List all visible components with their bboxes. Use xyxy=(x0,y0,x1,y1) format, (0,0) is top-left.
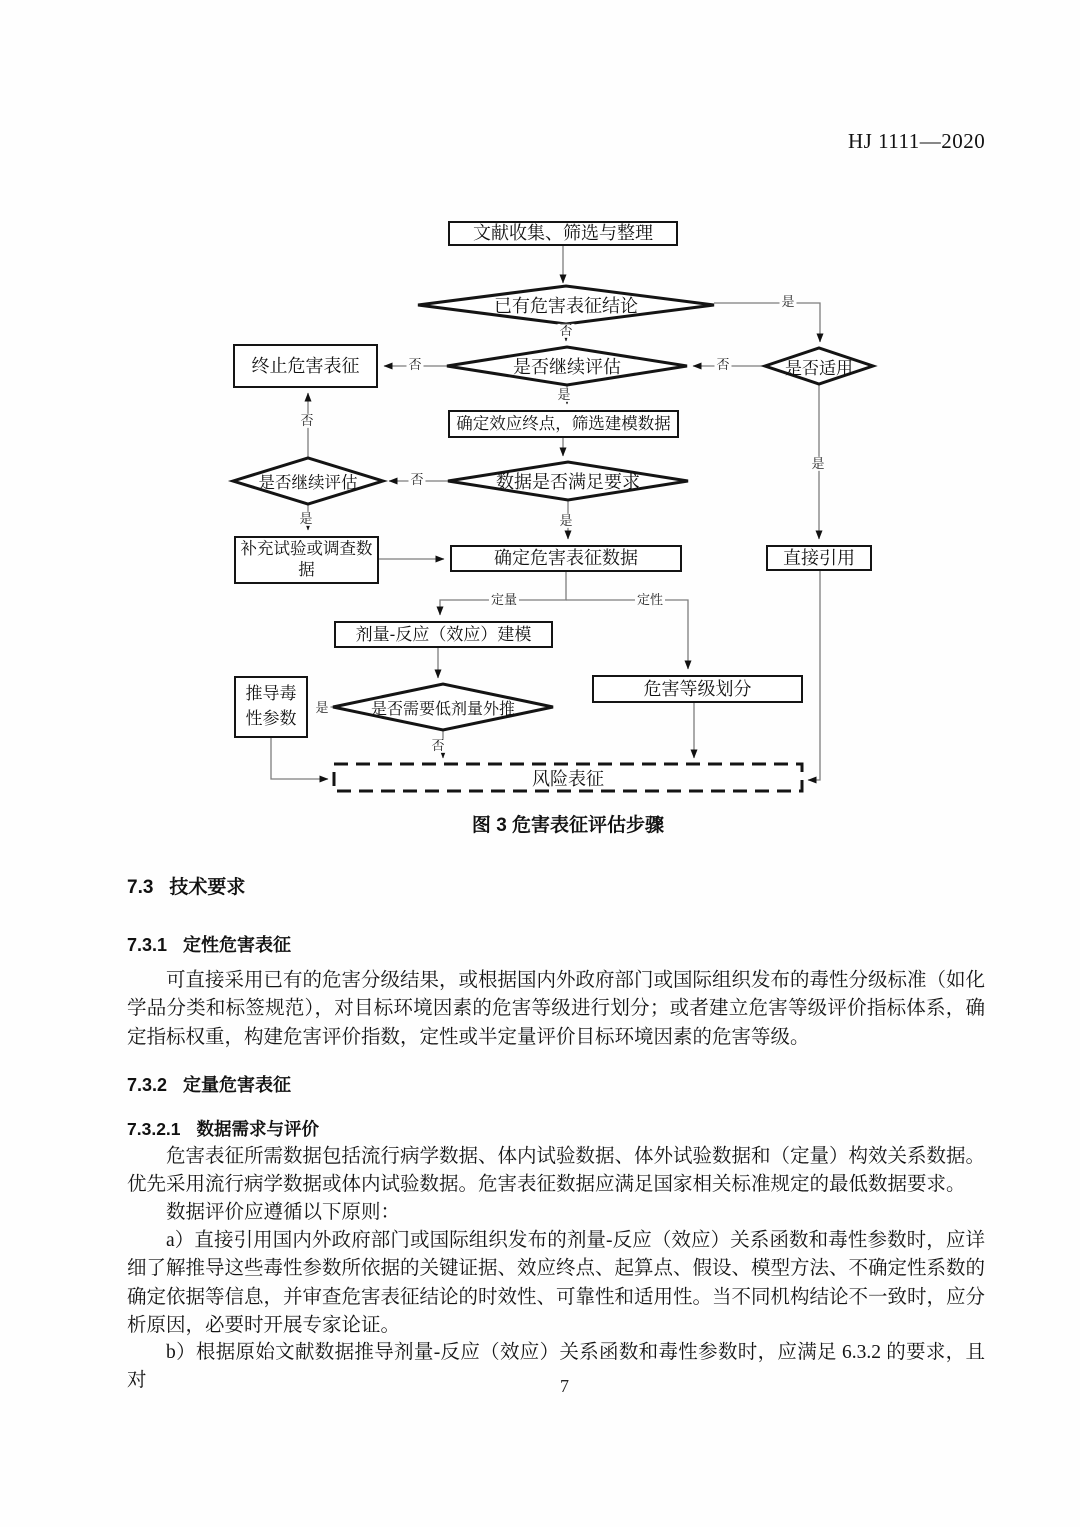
paragraph-principle-b: b）根据原始文献数据推导剂量-反应（效应）关系函数和毒性参数时，应满足 6.3.2 的要求，且对 xyxy=(127,1342,985,1392)
edge-label-yes: 是 xyxy=(557,386,571,402)
node-hazard-grade: 危害等级划分 xyxy=(592,675,803,703)
label-continue-upper: 是否继续评估 xyxy=(513,357,621,377)
heading-number: 7.3.2.1 xyxy=(127,1119,181,1139)
edge-label-no: 否 xyxy=(408,356,422,372)
edge-label-yes: 是 xyxy=(811,455,825,471)
edge-label-no: 否 xyxy=(410,471,424,487)
label-low-dose: 是否需要低剂量外推 xyxy=(370,700,515,718)
node-supplement: 补充试验或调查数据 xyxy=(234,536,379,584)
label-continue-left: 是否继续评估 xyxy=(258,474,358,492)
paragraph-7-3-1: 可直接采用已有的危害分级结果，或根据国内外政府部门或国际组织发布的毒性分级标准（如化学品分类和标签规范），对目标环境因素的危害等级进行划分；或者建立危害等级评价指标体系，确定指标权重，构建危害评价指数，定性或半定量评价目标环境因素的危害等级。 xyxy=(127,970,986,1048)
heading-7-3-2 xyxy=(127,1071,291,1097)
heading-title: 数据需求与评价 xyxy=(196,1119,320,1139)
paragraph-principles-lead: 数据评价应遵循以下原则： xyxy=(166,1202,401,1223)
edge-label-no: 否 xyxy=(716,356,730,372)
heading-7-3-1 xyxy=(127,931,291,957)
edge-label-yes: 是 xyxy=(559,512,573,528)
edge-directquote-to-risk xyxy=(808,571,820,780)
heading-number: 7.3.1 xyxy=(127,935,168,955)
label-data-meet: 数据是否满足要求 xyxy=(496,472,640,492)
label-applicable: 是否适用 xyxy=(785,358,853,378)
node-dose-model: 剂量-反应（效应）建模 xyxy=(334,621,553,648)
heading-title: 技术要求 xyxy=(169,877,246,898)
label-existing-conclusion: 已有危害表征结论 xyxy=(494,296,638,316)
heading-number: 7.3 xyxy=(127,877,154,898)
heading-title: 定量危害表征 xyxy=(183,1075,292,1095)
edge-label-yes: 是 xyxy=(315,699,329,715)
edge-label-quantitative: 定量 xyxy=(490,591,518,607)
edge-label-no: 否 xyxy=(300,412,314,428)
edge-label-qualitative: 定性 xyxy=(636,591,664,607)
doc-number: HJ 1111—2020 xyxy=(848,129,986,153)
heading-7-3-2-1 xyxy=(127,1116,319,1141)
node-direct-quote: 直接引用 xyxy=(766,545,872,571)
edge-determine-qual-to-hazardgrade xyxy=(566,600,688,669)
edge-label-yes: 是 xyxy=(781,293,795,309)
node-determine-data: 确定危害表征数据 xyxy=(450,545,682,572)
paragraph-data-requirements: 危害表征所需数据包括流行病学数据、体内试验数据、体外试验数据和（定量）构效关系数据。优先采用流行病学数据或体内试验数据。危害表征数据应满足国家相关标准规定的最低数据要求。 xyxy=(127,1146,986,1196)
heading-title: 定性危害表征 xyxy=(183,935,292,955)
edge-derive-to-risk xyxy=(271,738,328,779)
heading-number: 7.3.2 xyxy=(127,1075,168,1095)
node-terminate: 终止危害表征 xyxy=(233,344,378,388)
node-risk: 风险表征 xyxy=(532,768,604,789)
node-literature: 文献收集、筛选与整理 xyxy=(448,221,678,246)
node-endpoint: 确定效应终点，筛选建模数据 xyxy=(448,410,679,438)
paragraph-principle-a: a）直接引用国内外政府部门或国际组织发布的剂量-反应（效应）关系函数和毒性参数时，应详细了解推导这些毒性参数所依据的关键证据、效应终点、起算点、假设、模型方法、不确定性系数的确定依据等信息，并审查危害表征结论的时效性、可靠性和适用性。当不同机构结论不一致时，应分析原因，必要时开展专家论证。 xyxy=(127,1230,986,1337)
edge-label-no: 否 xyxy=(559,322,573,338)
page-number: 7 xyxy=(560,1376,569,1396)
figure-caption: 图 3 危害表征评估步骤 xyxy=(471,815,665,836)
edge-existing-yes-to-applicable xyxy=(714,303,820,342)
heading-7-3 xyxy=(127,872,245,899)
edge-label-no: 否 xyxy=(431,737,445,753)
edge-label-yes: 是 xyxy=(299,510,313,526)
node-derive-toxicity: 推导毒性参数 xyxy=(234,676,308,738)
